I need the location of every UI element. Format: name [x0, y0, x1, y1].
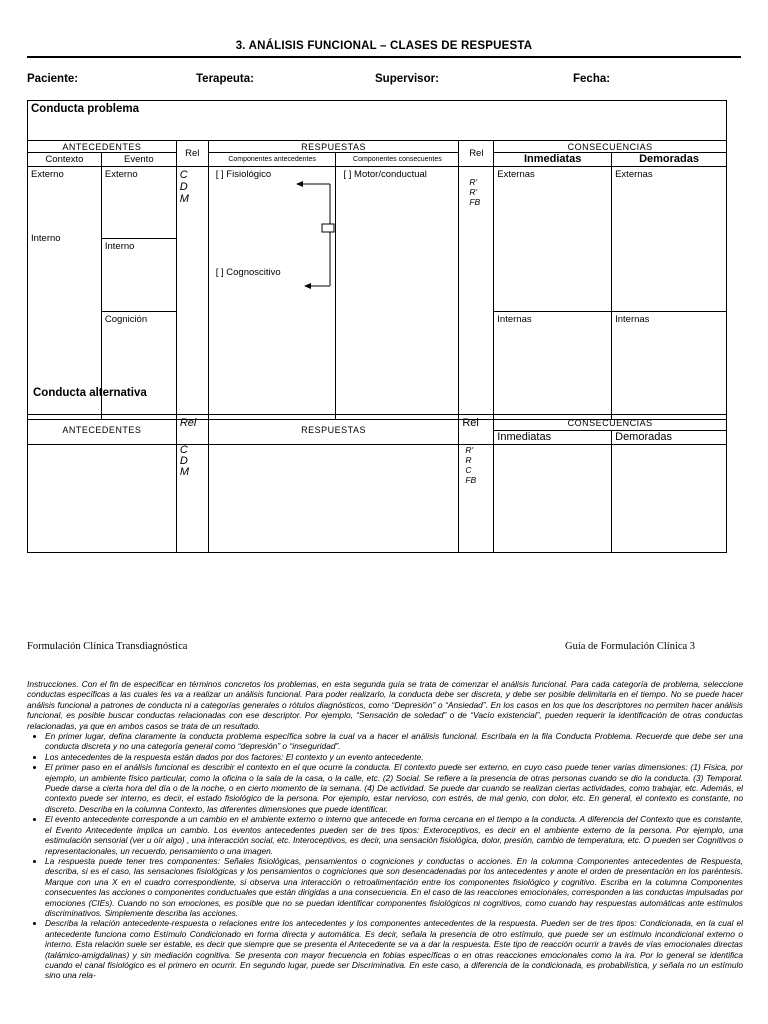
inmediatas-header: Inmediatas — [494, 153, 612, 167]
alt-rel-cdm-cell[interactable] — [176, 445, 208, 553]
instruction-item: • El evento antecedente corresponde a un cambio en el ambiente externo o interno que antecede en forma cercana en el tiempo a la conducta. A diferencia del Contexto que es constante, el Evento Antecedente implica un cambio. Los eventos antecedentes pueden ser de tres tipos: Exteroceptivos, es decir en el ambiente externo de la persona. Por ejemplo, una estimulación sensorial (ver u oír algo) , una interacción social, etc. Interoceptivos, es decir, una sensación fisiológica, dolor, presión, cambio de temperatura, etc. O pueden ser Cognitivos o representacionales, un recuerdo, pensamiento o una imagen. — [45, 814, 743, 856]
ev-interno: Interno — [104, 241, 135, 252]
contexto-header: Contexto — [28, 153, 102, 167]
rel2-r2: R' — [469, 187, 478, 197]
rel-d: D — [179, 181, 188, 193]
inm-internas: Internas — [497, 314, 532, 325]
inm-externas-cell[interactable] — [494, 167, 612, 312]
evento-cognicion-cell[interactable] — [101, 312, 176, 420]
terapeuta-label: Terapeuta: — [196, 73, 254, 85]
inm-externas: Externas — [497, 169, 535, 180]
rel2-r1: R' — [469, 177, 478, 187]
rel-m: M — [179, 193, 189, 205]
problem-consecuencias-header: CONSECUENCIAS — [494, 141, 727, 153]
instruction-item: • En primer lugar, defina claramente la conducta problema específica sobre la cual va a hacer el análisis funcional. Escríbala en la fila Conducta Problema. Recuerde que debe ser una conducta discreta y no una categoría general como “depresión” o “inseguridad”. — [45, 731, 743, 752]
alt-antecedentes-header: ANTECEDENTES — [28, 415, 177, 445]
rel2-fb: FB — [469, 197, 481, 207]
rel-c: C — [179, 169, 188, 181]
instructions-intro: Instrucciones. Con el fin de especificar en términos concretos los problemas, en esta segunda guía se trata de comenzar el análisis funcional. Para cada categoría de problema, seleccione conductas específicas a las cuales les va a realizar un análisis funcional. Para poder realizarlo, la conducta debe ser discreta, y debe ser posible delimitarla en el tiempo. No se puede hacer análisis funcional a patrones de conducta ni a categorías generales o rótulos diagnósticos, como “Depresión” o “Ansiedad”. En los casos en los que los descriptores no permiten hacer análisis funcional, es posible buscar conductas relacionadas con ese descriptor. Por ejemplo, “Sensación de soledad” o de “Vacío existencial”, pueden requerir la identificación de otras conductas relacionadas, ya que en ambos casos se trata de un resultado. — [27, 679, 743, 731]
evento-externo-cell[interactable] — [101, 167, 176, 239]
alt-respuestas-header: RESPUESTAS — [208, 415, 459, 445]
comp-ante-header: Componentes antecedentes — [208, 153, 336, 167]
problem-rel-header: Rel — [176, 141, 208, 167]
alt-inmediatas-header: Inmediatas — [494, 431, 612, 445]
alt-rel-header: Rel — [176, 415, 208, 445]
alt-antecedentes-cell[interactable] — [28, 445, 177, 553]
alt-inmediatas-cell[interactable] — [494, 445, 612, 553]
comp-cons-cell[interactable] — [336, 167, 459, 420]
cognoscitivo-item: [ ] Cognoscitivo — [215, 267, 281, 278]
footer-left: Formulación Clínica Transdiagnóstica — [27, 641, 188, 652]
instructions — [27, 679, 743, 981]
alternative-table — [27, 414, 727, 553]
ev-cognicion: Cognición — [104, 314, 148, 325]
rel-cdm-cell[interactable] — [176, 167, 208, 420]
fecha-label: Fecha: — [573, 73, 611, 85]
instruction-item: • Describa la relación antecedente-respuesta o relaciones entre los antecedentes y los componentes antecedentes de la respuesta. Pueden ser de tres tipos: Condicionada, en la cual el antecedente funciona como Estímulo Condicionado en forma directa y automática. Es decir, señala la presencia de otro estímulo, que puede ser un estímulo incondicional externo o interno. Esta relación suele ser estable, es decir que siempre que se presenta el Antecedente se va a dar la respuesta. Este tipo de reacción ocurrir a través de vías emocionales directas (talámico-amigdalinas) y sin mediación cognitiva. Se presenta con mayor frecuencia en fobias específicas o en otras reacciones emocionales como la ira. Por lo general se identifica cuando el canal fisiológico es el primero en ocurrir. En segundo lugar, puede ser Discriminativa. En este caso, a diferencia de la condicionada, es probabilística, y señala no un estímulo sino una rela- — [45, 918, 743, 980]
demoradas-header: Demoradas — [612, 153, 727, 167]
problem-respuestas-header: RESPUESTAS — [208, 141, 459, 153]
alt-demoradas-cell[interactable] — [612, 445, 727, 553]
alt-rel2-cell[interactable] — [459, 445, 494, 553]
alt-rel-m: M — [179, 466, 189, 478]
instruction-item: • La respuesta puede tener tres componentes: Señales fisiológicas, pensamientos o cogniciones y conductas o acciones. En la columna Componentes antecedentes de Respuesta, describa, si es el caso, las sensaciones fisiológicas y los pensamientos o cogniciones que son desencadenadas por los antecedentes y anote el orden de presentación en los paréntesis. Marque con una X en el cuadro correspondiente, si observa una interacción o retroalimentación entre los componentes fisiológico y cognitivo. Escriba en la columna Componentes consecuentes las acciones o componentes conductuales que están dirigidas a una consecuencia. En el caso de las reacciones emocionales, corresponden a las conductas impulsadas por emociones (CIEs). Cuando no son emociones, es posible que no se puedan identificar componentes fisiológicos ni cognitivos, como cuando hay respuestas automáticas ante estímulos discriminativos. Simplemente describa las acciones. — [45, 856, 743, 918]
problem-rel2-header: Rel — [459, 141, 494, 167]
alternative-title: Conducta alternativa — [33, 387, 147, 399]
ctx-externo: Externo — [31, 169, 64, 180]
instruction-item: • El primer paso en el análisis funcional es describir el contexto en el que ocurre la conducta. El contexto puede ser externo, en cuyo caso puede tener varias dimensiones: (1) Física, por ejemplo, un ambiente físico particular, como la oficina o la sala de la casa, o la calle, etc. (2) Social. Se refiere a la presencia de otras personas cuando se dio la conducta. (3) Temporal. Puede darse a cierta hora del día o de la noche, o en cierto momento de la semana. (4) De actividad. Se puede dar cuando se realizan ciertas actividades, como trabajar, etc. Además, el contexto puede ser interno, es decir, el estado fisiológico de la persona. Por ejemplo, estar nervioso, con estrés, de mal genio, con dolor, etc. En general, el contexto es constante, no discreto. Describa en la columna Contexto, las diferentes dimensiones que puede identificar. — [45, 762, 743, 814]
comp-cons-header: Componentes consecuentes — [336, 153, 459, 167]
dem-internas: Internas — [615, 314, 650, 325]
problem-antecedentes-header: ANTECEDENTES — [28, 141, 177, 153]
alt-rel2-r2: R — [465, 455, 472, 465]
alt-rel2-c: C — [465, 465, 472, 475]
dem-externas-cell[interactable] — [612, 167, 727, 312]
dem-internas-cell[interactable] — [612, 312, 727, 420]
alt-rel-d: D — [179, 455, 188, 467]
contexto-cell[interactable] — [28, 167, 102, 420]
title-rule — [27, 56, 741, 58]
page-title: 3. ANÁLISIS FUNCIONAL – CLASES DE RESPUESTA — [235, 40, 533, 52]
instructions-list — [45, 731, 743, 981]
alt-consecuencias-header: CONSECUENCIAS — [494, 415, 727, 431]
problem-title: Conducta problema — [28, 101, 727, 141]
ctx-interno: Interno — [31, 233, 61, 244]
alt-demoradas-header: Demoradas — [612, 431, 727, 445]
instruction-item: • Los antecedentes de la respuesta están dados por dos factores: El contexto y un evento antecedente. — [45, 752, 743, 762]
dem-externas: Externas — [615, 169, 653, 180]
motor-item: [ ] Motor/conductual — [343, 169, 427, 180]
fisiologico-item: [ ] Fisiológico — [215, 169, 272, 180]
evento-header: Evento — [101, 153, 176, 167]
inm-internas-cell[interactable] — [494, 312, 612, 420]
rel2-cell[interactable] — [459, 167, 494, 420]
alt-respuestas-cell[interactable] — [208, 445, 459, 553]
alt-rel-c: C — [179, 444, 188, 456]
paciente-label: Paciente: — [27, 73, 79, 85]
alt-rel2-fb: FB — [465, 475, 477, 485]
problem-table — [27, 100, 727, 420]
evento-interno-cell[interactable] — [101, 239, 176, 312]
footer-right: Guía de Formulación Clínica 3 — [565, 641, 696, 652]
supervisor-label: Supervisor: — [375, 73, 439, 85]
alt-rel2-header: Rel — [459, 415, 494, 445]
alt-rel2-r1: R' — [465, 445, 474, 455]
ev-externo: Externo — [104, 169, 138, 180]
comp-ante-cell[interactable] — [208, 167, 336, 420]
